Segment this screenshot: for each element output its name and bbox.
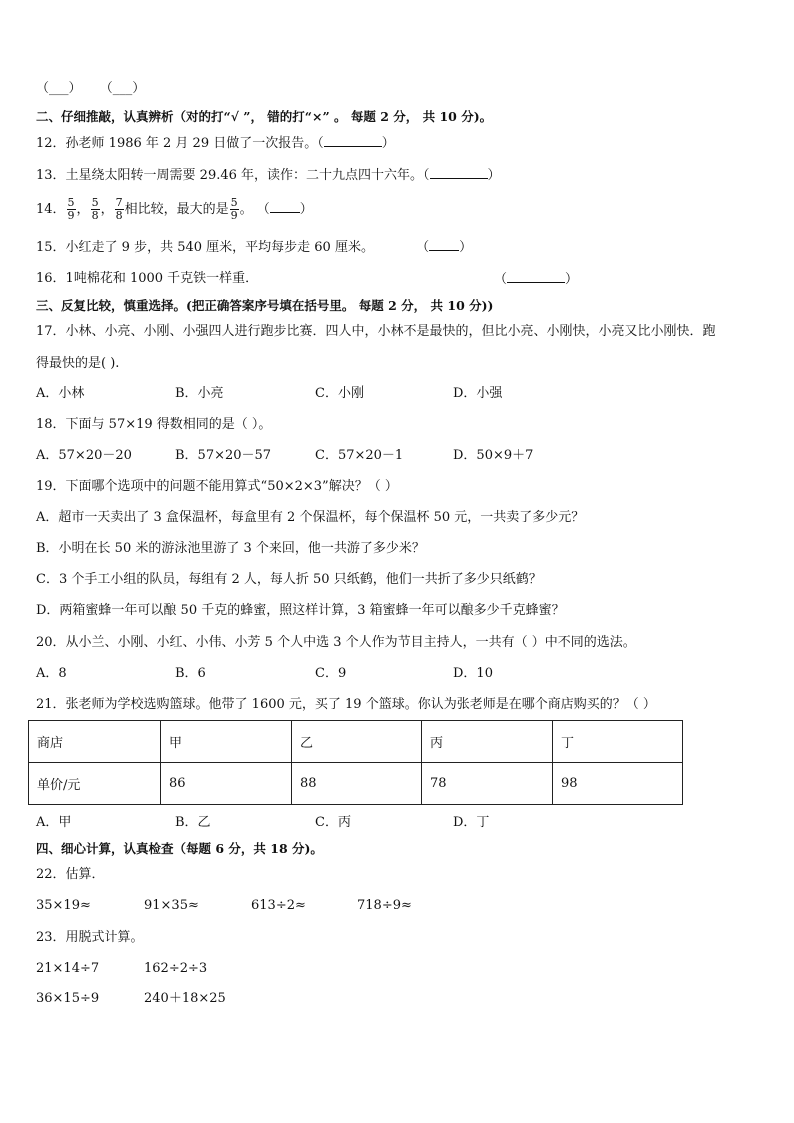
calc-item: 162÷2÷3 xyxy=(144,961,208,976)
question-20: 20．从小兰、小刚、小红、小伟、小芳 5 个人中选 3 个人作为节目主持人，一共有（ ）中不同的选法。 xyxy=(36,635,636,650)
calc-item: 21×14÷7 xyxy=(36,961,100,976)
question-16-text: 16．1吨棉花和 1000 千克铁一样重． xyxy=(36,271,259,286)
fraction: $\frac{5}{9}$ xyxy=(67,196,75,222)
section-3-header: 三、反复比较，慎重选择。(把正确答案序号填在括号里。 每题 2 分， 共 10 分)) xyxy=(36,298,494,313)
q17-option-d[interactable]: D．小强 xyxy=(453,386,503,401)
table-cell: 单价/元 xyxy=(29,763,161,805)
estimate-item: 718÷9≈ xyxy=(357,898,412,913)
q20-option-b[interactable]: B．6 xyxy=(175,666,206,681)
q21-option-b[interactable]: B．乙 xyxy=(175,815,211,830)
q17-option-b[interactable]: B．小亮 xyxy=(175,386,224,401)
blank-right[interactable]: （___） xyxy=(99,81,146,96)
question-12: 12．孙老师 1986 年 2 月 29 日做了一次报告。（ ） xyxy=(36,136,395,151)
question-14: 14． $\frac{5}{9}$ ， $\frac{5}{8}$ ， $\frac{7}{8}$ 相比较，最大的是 $\frac{5}{9}$ 。 （ ） xyxy=(36,196,313,222)
fraction: $\frac{7}{8}$ xyxy=(115,196,123,222)
q21-option-c[interactable]: C．丙 xyxy=(315,815,351,830)
blank-left[interactable]: （___） xyxy=(36,81,82,96)
question-22: 22．估算． xyxy=(36,867,105,882)
q18-option-b[interactable]: B．57×20－57 xyxy=(175,448,272,463)
q19-option-d[interactable]: D．两箱蜜蜂一年可以酿 50 千克的蜂蜜，照这样计算，3 箱蜜蜂一年可以酿多少千克蜂蜜？ xyxy=(36,603,565,618)
answer-blank[interactable] xyxy=(430,166,488,179)
q21-option-a[interactable]: A．甲 xyxy=(36,815,72,830)
estimate-item: 91×35≈ xyxy=(144,898,199,913)
answer-blank[interactable] xyxy=(324,134,382,147)
table-cell: 98 xyxy=(553,763,683,805)
answer-blank[interactable] xyxy=(429,238,459,251)
fraction: $\frac{5}{9}$ xyxy=(230,196,238,222)
calc-item: 36×15÷9 xyxy=(36,991,100,1006)
estimate-item: 35×19≈ xyxy=(36,898,91,913)
question-17-line-1: 17．小林、小亮、小刚、小强四人进行跑步比赛．四人中，小林不是最快的，但比小亮、小刚快，小亮又比小刚快．跑 xyxy=(36,324,716,339)
table-cell: 88 xyxy=(292,763,422,805)
table-cell: 商店 xyxy=(29,721,161,763)
table-row xyxy=(29,721,683,763)
question-19: 19．下面哪个选项中的问题不能用算式“50×2×3”解决？（ ） xyxy=(36,479,398,494)
q17-option-c[interactable]: C．小刚 xyxy=(315,386,364,401)
q20-option-d[interactable]: D．10 xyxy=(453,666,493,681)
table-row xyxy=(29,763,683,805)
q20-option-c[interactable]: C．9 xyxy=(315,666,347,681)
q19-option-a[interactable]: A．超市一天卖出了 3 盒保温杯，每盒里有 2 个保温杯，每个保温杯 50 元，一共卖了多少元？ xyxy=(36,510,585,525)
calc-item: 240＋18×25 xyxy=(144,991,226,1006)
estimate-item: 613÷2≈ xyxy=(251,898,306,913)
question-17-line-2: 得最快的是( ). xyxy=(36,356,120,371)
q18-option-a[interactable]: A．57×20－20 xyxy=(36,448,132,463)
answer-blank[interactable] xyxy=(270,200,300,213)
table-cell: 丙 xyxy=(422,721,553,763)
question-18: 18．下面与 57×19 得数相同的是（ ）。 xyxy=(36,417,272,432)
question-23: 23．用脱式计算。 xyxy=(36,930,144,945)
answer-blank[interactable] xyxy=(507,270,565,283)
table-cell: 甲 xyxy=(161,721,292,763)
q21-option-d[interactable]: D．丁 xyxy=(453,815,490,830)
q19-option-c[interactable]: C．3 个手工小组的队员，每组有 2 人，每人折 50 只纸鹤，他们一共折了多少只纸鹤？ xyxy=(36,572,542,587)
fraction: $\frac{5}{8}$ xyxy=(91,196,99,222)
section-4-header: 四、细心计算，认真检查（每题 6 分，共 18 分)。 xyxy=(36,841,323,856)
q18-option-c[interactable]: C．57×20－1 xyxy=(315,448,404,463)
answer-blanks-row xyxy=(36,80,145,98)
q20-option-a[interactable]: A．8 xyxy=(36,666,67,681)
question-12-text: 12．孙老师 1986 年 2 月 29 日做了一次报告。（ xyxy=(36,136,324,151)
price-table xyxy=(28,720,683,805)
question-15: 15．小红走了 9 步，共 540 厘米，平均每步走 60 厘米。 （ ） xyxy=(36,240,473,255)
question-16 xyxy=(36,270,258,288)
q18-option-d[interactable]: D．50×9＋7 xyxy=(453,448,534,463)
question-21: 21．张老师为学校选购篮球。他带了 1600 元，买了 19 个篮球。你认为张老师是在哪个商店购买的？（ ） xyxy=(36,697,656,712)
question-15-text: 15．小红走了 9 步，共 540 厘米，平均每步走 60 厘米。 xyxy=(36,240,374,255)
table-cell: 丁 xyxy=(553,721,683,763)
question-13: 13．土星绕太阳转一周需要 29.46 年，读作：二十九点四十六年。（ ） xyxy=(36,168,501,183)
q19-option-b[interactable]: B．小明在长 50 米的游泳池里游了 3 个来回，他一共游了多少米？ xyxy=(36,541,425,556)
table-cell: 78 xyxy=(422,763,553,805)
table-cell: 86 xyxy=(161,763,292,805)
q17-option-a[interactable]: A．小林 xyxy=(36,386,85,401)
question-16-blank: （ ） xyxy=(494,272,579,287)
table-cell: 乙 xyxy=(292,721,422,763)
question-13-text: 13．土星绕太阳转一周需要 29.46 年，读作：二十九点四十六年。（ xyxy=(36,168,430,183)
section-2-header: 二、仔细推敲，认真辨析（对的打“√ ”， 错的打“×” 。 每题 2 分， 共 10 分)。 xyxy=(36,109,493,124)
